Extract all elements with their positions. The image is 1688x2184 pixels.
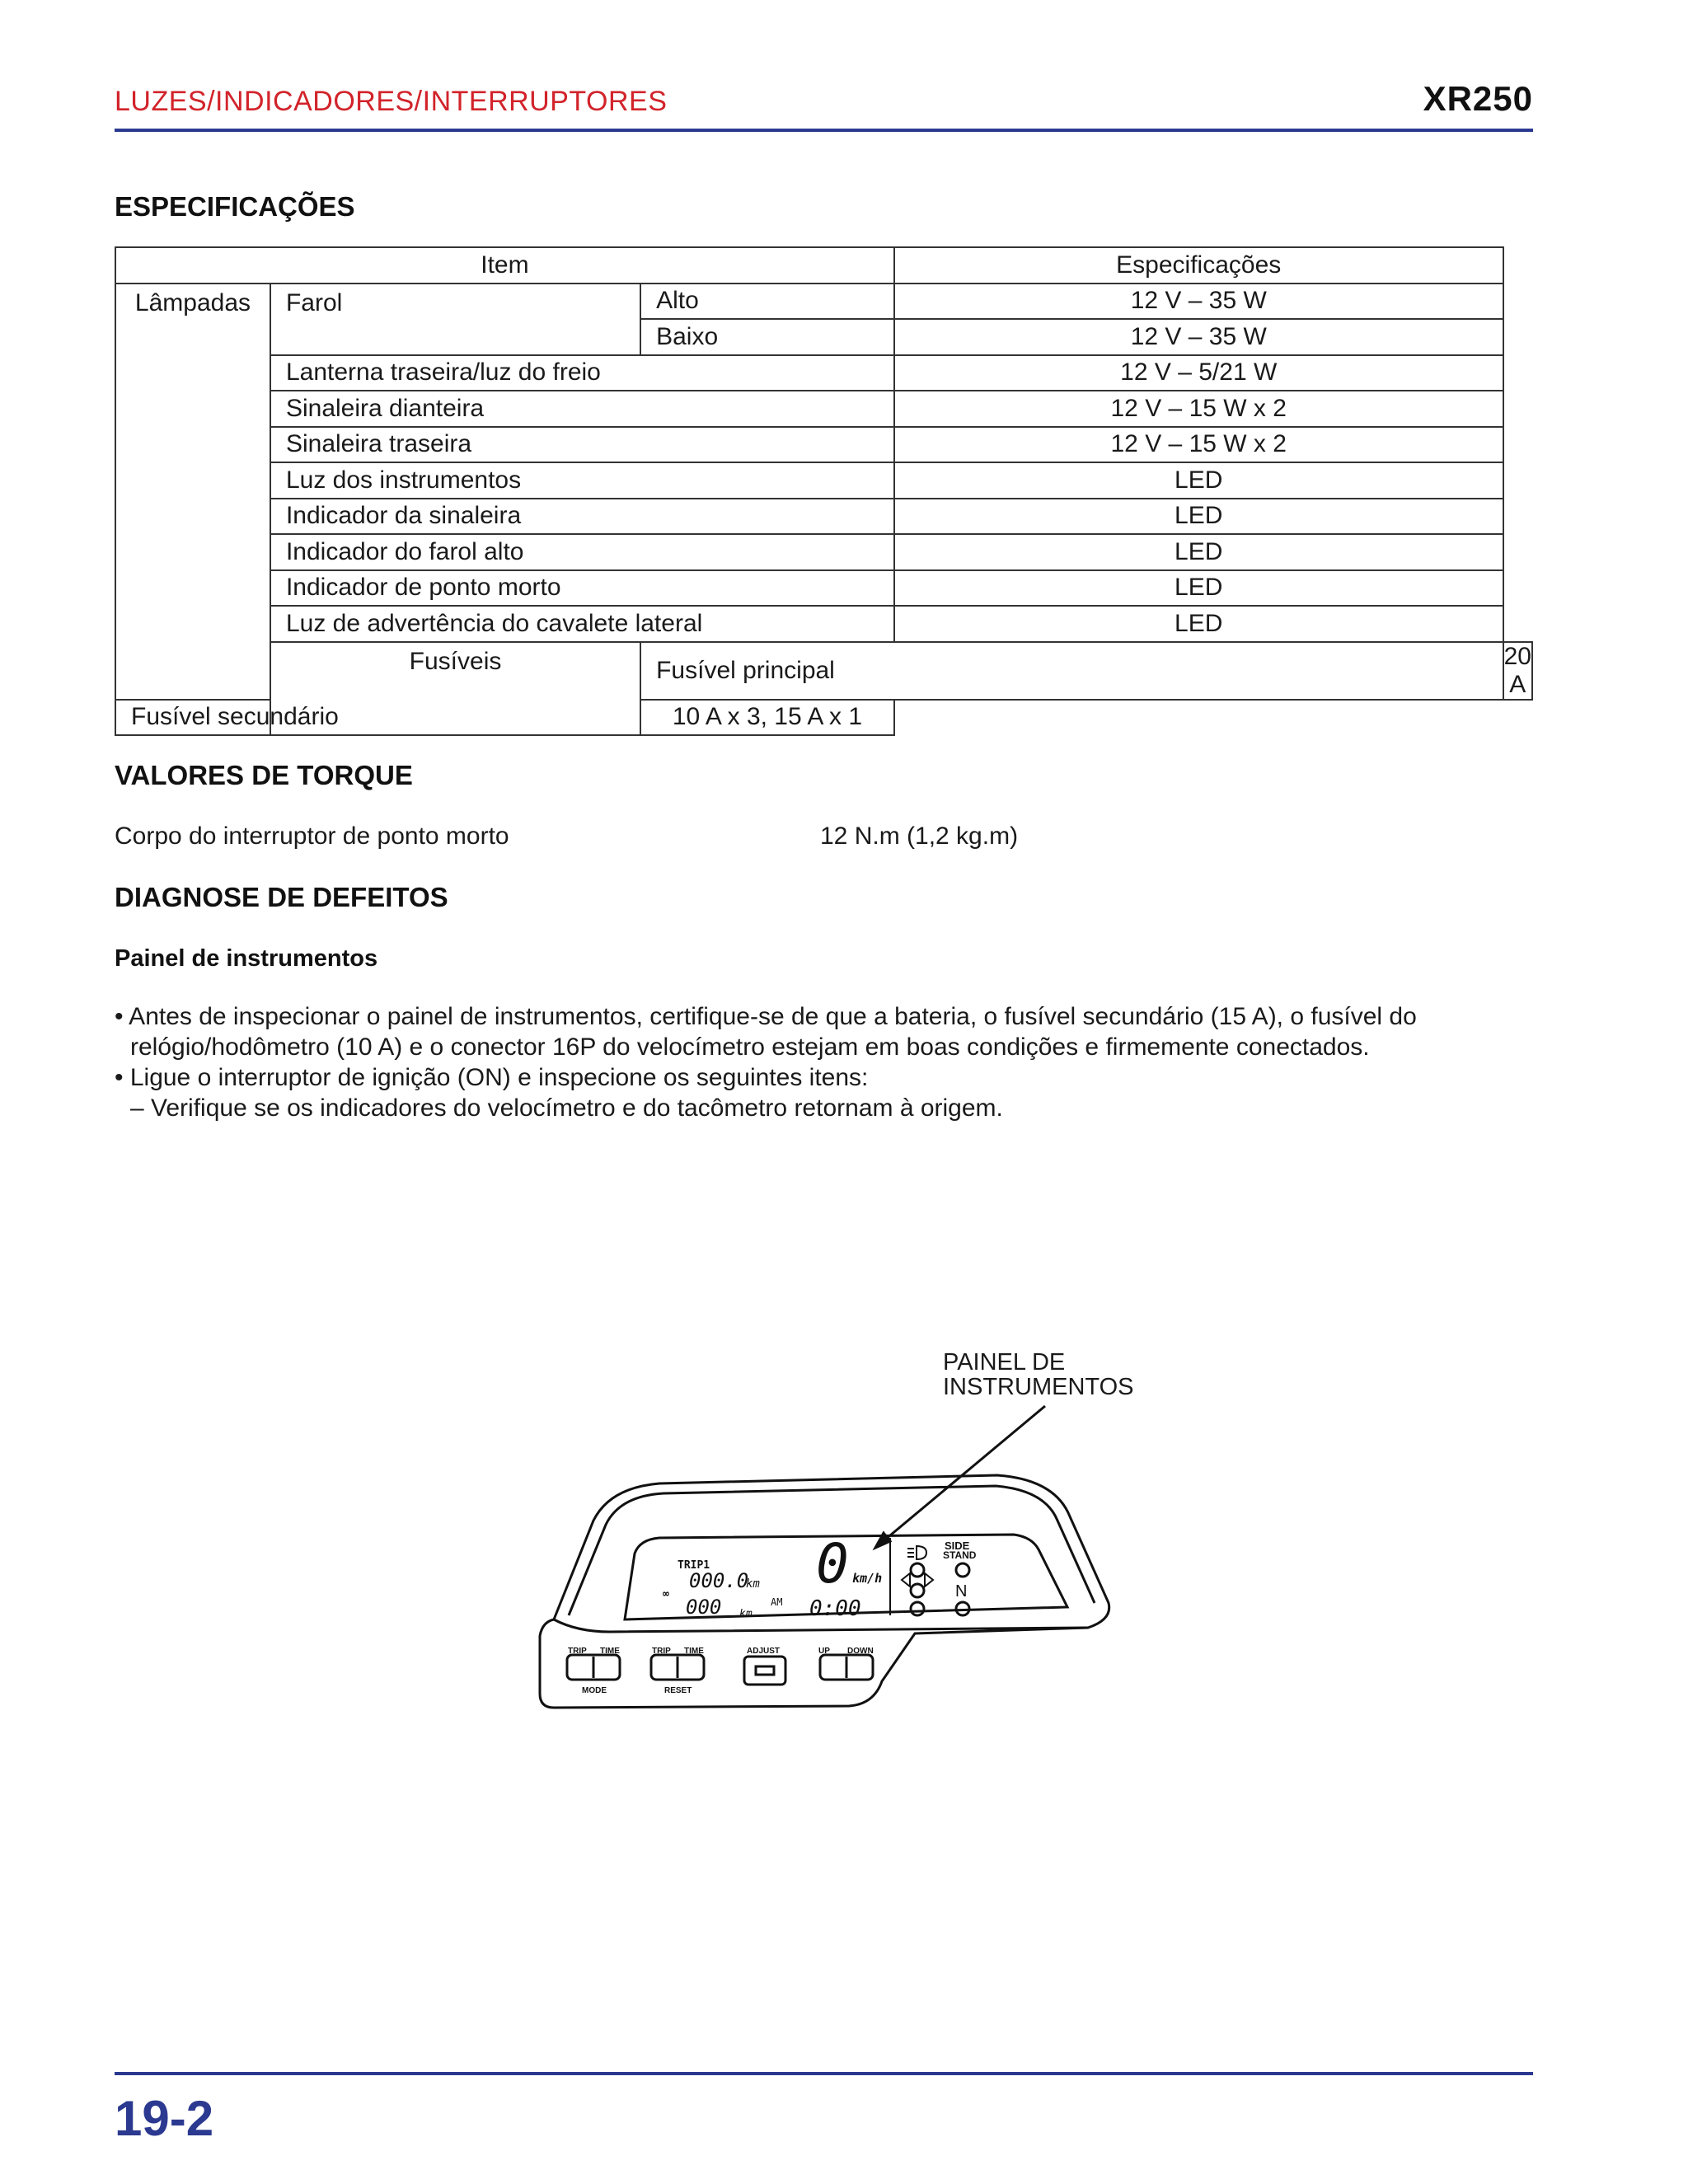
lcd-trip-label: TRIP1 bbox=[678, 1559, 710, 1572]
lcd-clock: 0:00 bbox=[809, 1596, 861, 1621]
aux-lamp bbox=[911, 1602, 924, 1615]
page-number: 19-2 bbox=[115, 2091, 214, 2146]
model-name: XR250 bbox=[1423, 79, 1533, 118]
col-header-item: Item bbox=[115, 247, 894, 284]
diag-bullets bbox=[115, 1001, 1549, 1123]
table-row bbox=[115, 570, 1532, 607]
instrument-panel-illustration bbox=[528, 1393, 1121, 1722]
btn-reset-label: RESET bbox=[664, 1686, 692, 1695]
lcd-odo-top: 000.0 bbox=[689, 1569, 749, 1592]
table-row bbox=[115, 499, 1532, 535]
row-value: 12 V – 15 W x 2 bbox=[894, 391, 1503, 427]
btn-trip-label: TRIP bbox=[568, 1647, 587, 1656]
row-sub: Baixo bbox=[640, 319, 894, 355]
torque-value: 12 N.m (1,2 kg.m) bbox=[820, 823, 1019, 850]
group-lamps: Lâmpadas bbox=[115, 284, 270, 700]
row-item: Fusível secundário bbox=[115, 700, 640, 736]
row-item: Indicador de ponto morto bbox=[270, 570, 894, 607]
table-row bbox=[115, 462, 1532, 499]
turn-signal-lamp bbox=[911, 1584, 924, 1597]
row-item: Luz dos instrumentos bbox=[270, 462, 894, 499]
bullet-line: • Ligue o interruptor de ignição (ON) e inspecione os seguintes itens: bbox=[115, 1064, 869, 1091]
table-row bbox=[115, 700, 1532, 736]
row-value: LED bbox=[894, 534, 1503, 570]
row-item: Fusível principal bbox=[640, 642, 1503, 700]
row-value: LED bbox=[894, 570, 1503, 607]
row-value: 12 V – 35 W bbox=[894, 319, 1503, 355]
lcd-am: AM bbox=[771, 1596, 783, 1608]
btn-trip2-label: TRIP bbox=[652, 1647, 671, 1656]
table-row bbox=[115, 534, 1532, 570]
adjust-button bbox=[744, 1657, 785, 1685]
specs-heading: ESPECIFICAÇÕES bbox=[115, 191, 355, 222]
row-item: Sinaleira traseira bbox=[270, 427, 894, 463]
torque-label: Corpo do interruptor de ponto morto bbox=[115, 823, 509, 850]
section-title: LUZES/INDICADORES/INTERRUPTORES bbox=[115, 86, 668, 117]
stand-label: STAND bbox=[943, 1549, 977, 1561]
table-header-row bbox=[115, 247, 1532, 284]
table-row bbox=[115, 355, 1532, 391]
row-item: Indicador da sinaleira bbox=[270, 499, 894, 535]
high-beam-lamp bbox=[911, 1563, 924, 1577]
row-value: LED bbox=[894, 462, 1503, 499]
high-beam-icon bbox=[907, 1546, 926, 1559]
group-fuses: Fusíveis bbox=[270, 642, 640, 736]
specs-table bbox=[115, 246, 1533, 736]
btn-down-label: DOWN bbox=[847, 1647, 874, 1656]
lcd-odo-top-unit: km bbox=[746, 1577, 760, 1591]
lcd-speed: 0 bbox=[816, 1532, 849, 1596]
row-value: 10 A x 3, 15 A x 1 bbox=[640, 700, 894, 736]
table-row bbox=[115, 642, 1532, 700]
row-value: 12 V – 35 W bbox=[894, 284, 1503, 320]
row-item: Lanterna traseira/luz do freio bbox=[270, 355, 894, 391]
side-label: SIDE bbox=[945, 1540, 970, 1552]
lcd-infinity-icon: ∞ bbox=[663, 1588, 669, 1601]
row-sub: Alto bbox=[640, 284, 894, 320]
col-header-spec: Especificações bbox=[894, 247, 1503, 284]
row-item-farol: Farol bbox=[270, 284, 640, 355]
row-value: 20 A bbox=[1503, 642, 1531, 698]
callout-line: PAINEL DE bbox=[943, 1349, 1066, 1376]
bullet-line: relógio/hodômetro (10 A) e o conector 16P do velocímetro estejam em boas condições e firmemente conectados. bbox=[130, 1033, 1370, 1061]
header-rule bbox=[115, 129, 1533, 132]
btn-mode-label: MODE bbox=[582, 1686, 607, 1695]
diag-subheading: Painel de instrumentos bbox=[115, 945, 378, 972]
row-value: 12 V – 15 W x 2 bbox=[894, 427, 1503, 463]
row-value: LED bbox=[894, 499, 1503, 535]
row-item: Luz de advertência do cavalete lateral bbox=[270, 606, 894, 642]
row-value: 12 V – 5/21 W bbox=[894, 355, 1503, 391]
row-value: LED bbox=[894, 606, 1503, 642]
footer-rule bbox=[115, 2072, 1533, 2075]
row-item: Sinaleira dianteira bbox=[270, 391, 894, 427]
side-stand-lamp bbox=[956, 1563, 969, 1577]
lcd-speed-unit: km/h bbox=[852, 1571, 883, 1586]
callout-line: INSTRUMENTOS bbox=[943, 1374, 1134, 1400]
diag-heading: DIAGNOSE DE DEFEITOS bbox=[115, 882, 448, 912]
row-item: Indicador do farol alto bbox=[270, 534, 894, 570]
bullet-line: • Antes de inspecionar o painel de instrumentos, certifique-se de que a bateria, o fusível secundário (15 A), o fusível do bbox=[115, 1003, 1417, 1030]
btn-adjust-label: ADJUST bbox=[747, 1647, 781, 1656]
adjust-button-inner bbox=[756, 1666, 774, 1675]
btn-time-label: TIME bbox=[600, 1647, 620, 1656]
table-row bbox=[115, 427, 1532, 463]
table-row bbox=[115, 606, 1532, 642]
lcd-odo-bottom-unit: km bbox=[739, 1608, 753, 1620]
neutral-label: N bbox=[955, 1582, 968, 1601]
btn-time2-label: TIME bbox=[684, 1647, 704, 1656]
btn-up-label: UP bbox=[818, 1647, 830, 1656]
bullet-line: – Verifique se os indicadores do velocímetro e do tacômetro retornam à origem. bbox=[130, 1094, 1003, 1122]
lcd-odo-bottom: 000 bbox=[686, 1596, 722, 1619]
table-row bbox=[115, 284, 1532, 320]
figure-callout bbox=[943, 1350, 1133, 1399]
table-row bbox=[115, 391, 1532, 427]
torque-heading: VALORES DE TORQUE bbox=[115, 760, 413, 790]
